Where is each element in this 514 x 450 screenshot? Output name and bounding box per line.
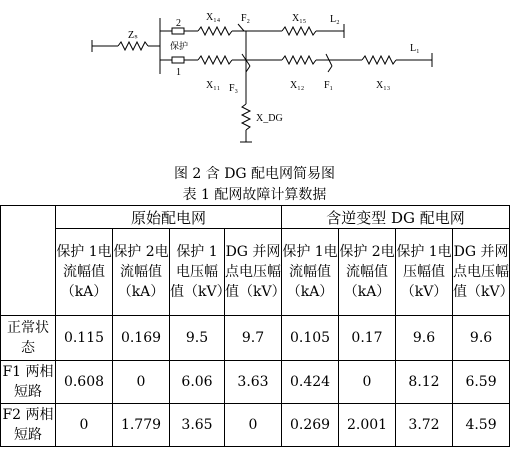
table-caption: 表 1 配网故障计算数据 — [182, 187, 327, 203]
corner-cell — [1, 206, 56, 316]
x11-label: X₁₁ — [206, 80, 221, 91]
table-row — [1, 361, 510, 404]
table-cell: 9.6 — [396, 316, 453, 361]
table-cell: 0 — [56, 404, 113, 447]
table-cell: 0.424 — [282, 361, 339, 404]
table-row — [1, 316, 510, 361]
table-cell: 9.6 — [453, 316, 510, 361]
col-header: 保护 1电压幅值（kV） — [396, 229, 453, 316]
l1-label: L₁ — [410, 43, 420, 54]
x15-label: X₁₅ — [292, 13, 307, 24]
distribution-network-diagram — [0, 0, 509, 160]
table-cell: 1.779 — [113, 404, 170, 447]
row-label: 正常状态 — [1, 316, 56, 361]
table-cell: 6.59 — [453, 361, 510, 404]
zs-label: Zₛ — [128, 30, 138, 41]
breaker-2-label: 2 — [176, 18, 181, 29]
f2-label: F₂ — [241, 13, 251, 24]
col-header: DG 并网点电压幅值（kV） — [453, 229, 510, 316]
table-cell: 0.105 — [282, 316, 339, 361]
table-cell: 0.115 — [56, 316, 113, 361]
table-cell: 0.608 — [56, 361, 113, 404]
col-header: DG 并网点电压幅值（kV） — [225, 229, 282, 316]
f3-label: F₃ — [229, 83, 239, 94]
group-header-row — [1, 206, 510, 229]
group-original: 原始配电网 — [56, 206, 282, 229]
table-cell: 0 — [113, 361, 170, 404]
table-cell: 0.17 — [339, 316, 396, 361]
col-header: 保护 2电流幅值（kA） — [339, 229, 396, 316]
x14-label: X₁₄ — [206, 12, 221, 23]
table-cell: 8.12 — [396, 361, 453, 404]
table-cell: 3.63 — [225, 361, 282, 404]
col-header: 保护 2电流幅值（kA） — [113, 229, 170, 316]
table-cell: 2.001 — [339, 404, 396, 447]
f1-label: F₁ — [324, 80, 334, 91]
table-cell: 0.169 — [113, 316, 170, 361]
xdg-label: X_DG — [256, 113, 283, 124]
x12-label: X₁₂ — [290, 80, 305, 91]
column-header-row — [1, 229, 510, 316]
table-cell: 0.269 — [282, 404, 339, 447]
col-header: 保护 1电流幅值（kA） — [282, 229, 339, 316]
breaker-1-label: 1 — [176, 67, 181, 78]
row-label: F2 两相短路 — [1, 404, 56, 447]
table-cell: 0 — [339, 361, 396, 404]
figure-caption: 图 2 含 DG 配电网简易图 — [173, 166, 336, 182]
fault-data-table — [0, 205, 514, 447]
table-cell: 6.06 — [170, 361, 225, 404]
x13-label: X₁₃ — [376, 80, 391, 91]
col-header: 保护 1电压幅值（kV） — [170, 229, 225, 316]
col-header: 保护 1电流幅值（kA） — [56, 229, 113, 316]
table-cell: 0 — [225, 404, 282, 447]
table-cell: 4.59 — [453, 404, 510, 447]
table-cell: 3.65 — [170, 404, 225, 447]
row-label: F1 两相短路 — [1, 361, 56, 404]
protect-label: 保护 — [170, 41, 189, 51]
l2-label: L₂ — [330, 14, 340, 25]
group-dg: 含逆变型 DG 配电网 — [282, 206, 510, 229]
table-row — [1, 404, 510, 447]
table-cell: 3.72 — [396, 404, 453, 447]
table-cell: 9.7 — [225, 316, 282, 361]
table-cell: 9.5 — [170, 316, 225, 361]
